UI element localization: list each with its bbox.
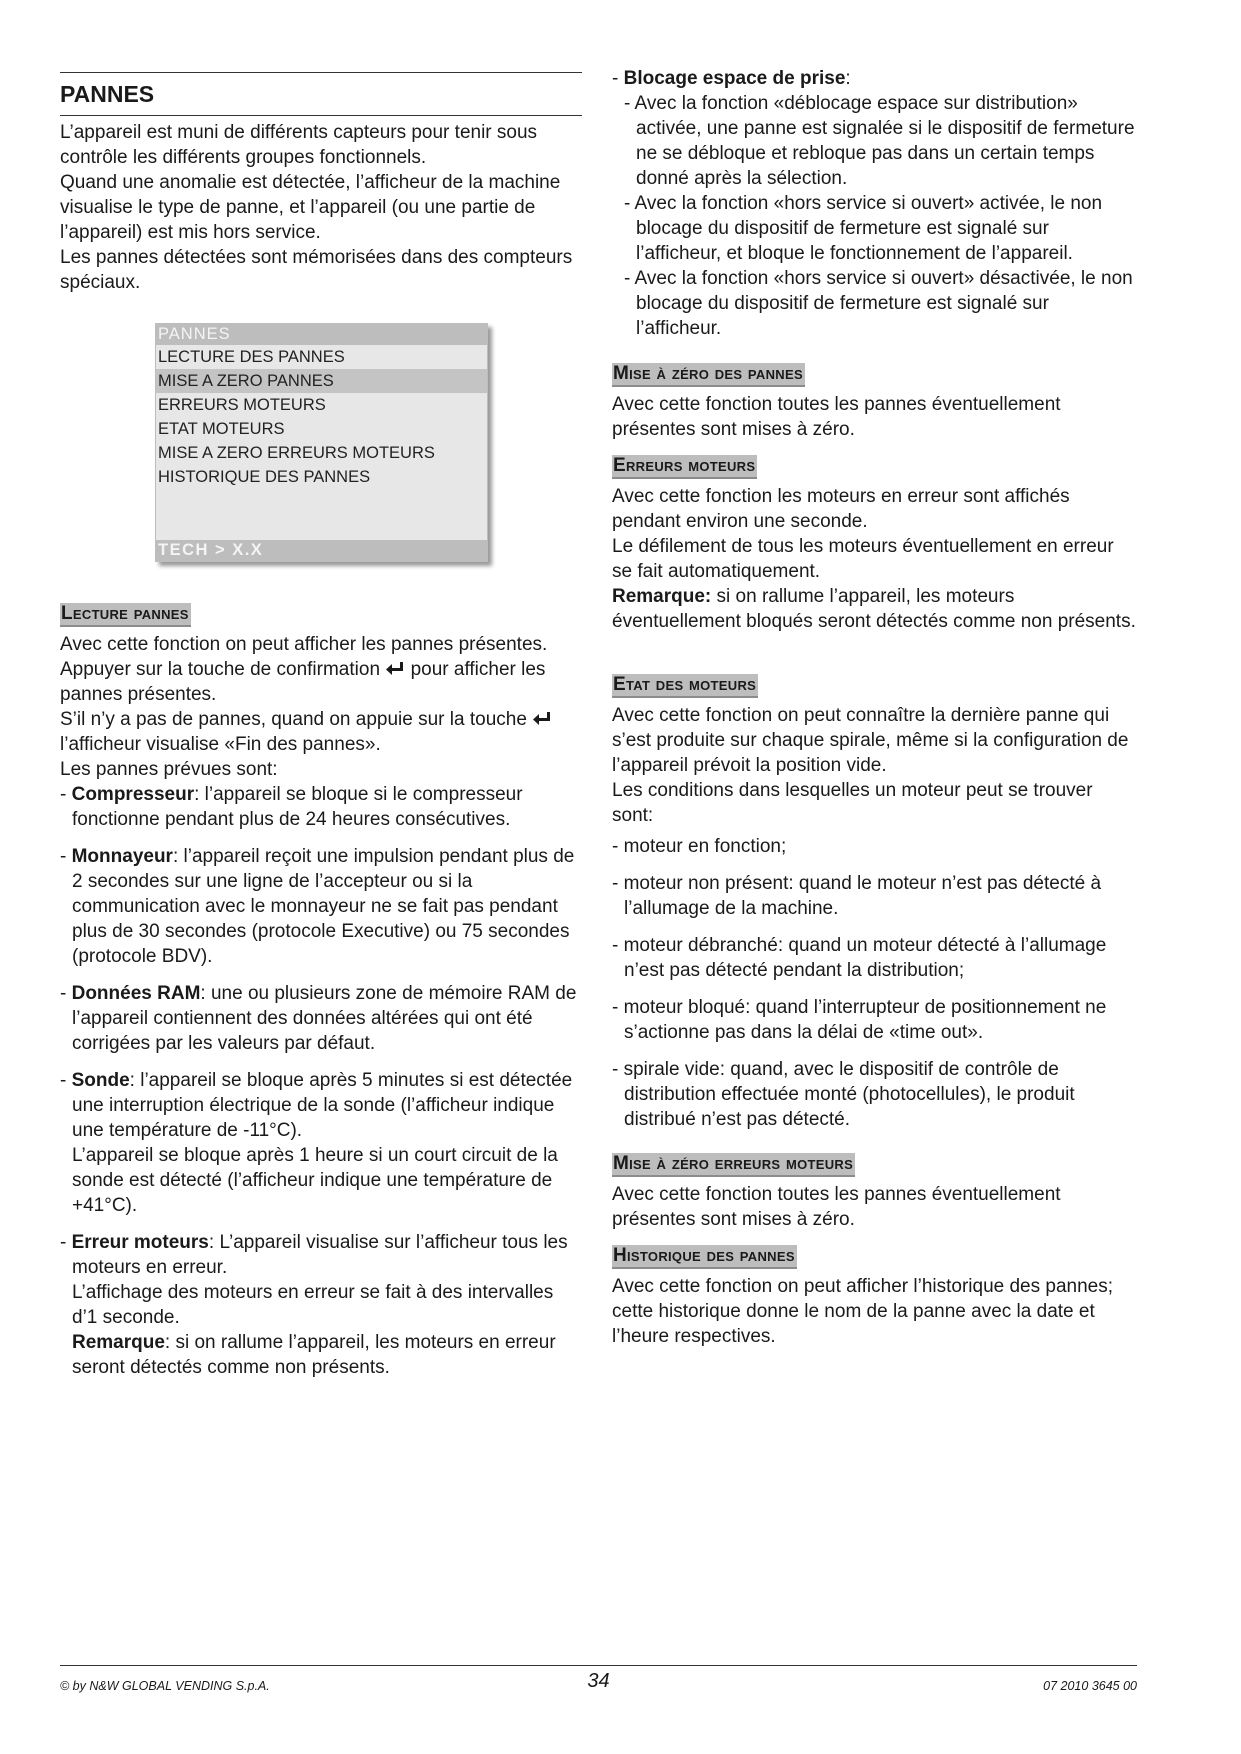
paragraph bbox=[60, 707, 582, 757]
document-code: 07 2010 3645 00 bbox=[1043, 1679, 1137, 1693]
screen-menu-item: HISTORIQUE DES PANNES bbox=[158, 468, 371, 486]
item-text: : l’appareil reçoit une impulsion pendant plus de 2 secondes sur une ligne de l’accepteur ou si la communication avec le monnayeur ne se fait pas pendant plus de 30 secondes (protocole Executive) ou 75 secondes (protocole BDV). bbox=[72, 846, 575, 967]
item-text: moteur débranché: quand un moteur détecté à l’allumage n’est pas détecté pendant la distribution; bbox=[623, 935, 1107, 981]
screen-footer: TECH > X.X bbox=[156, 540, 487, 561]
section-heading: Mise à zéro des pannes bbox=[612, 363, 805, 387]
display-screen-mockup bbox=[155, 323, 488, 562]
item-text: spirale vide: quand, avec le dispositif de contrôle de distribution effectuée monté (photocellules), le produit distribué n’est pas détecté. bbox=[623, 1059, 1075, 1130]
paragraph-text: pour afficher les pannes présentes. bbox=[60, 659, 546, 705]
page-footer bbox=[60, 1665, 1137, 1696]
paragraph: Avec cette fonction on peut afficher les pannes présentes. bbox=[60, 634, 548, 655]
blocage-heading: - Blocage espace de prise: bbox=[612, 68, 851, 89]
paragraph: Avec cette fonction on peut connaître la dernière panne qui s’est produite sur chaque spirale, même si la configuration de l’appareil prévoit la position vide. bbox=[612, 705, 1129, 776]
page-number: 34 bbox=[587, 1670, 610, 1692]
item-text: : l’appareil se bloque si le compresseur fonctionne pendant plus de 24 heures consécutives. bbox=[72, 784, 523, 830]
item-remark bbox=[72, 1330, 582, 1380]
enter-key-icon bbox=[385, 660, 405, 678]
section-mise-a-zero-erreurs-moteurs bbox=[612, 1151, 1137, 1232]
paragraph-text: l’afficheur visualise «Fin des pannes». bbox=[60, 734, 381, 755]
intro-paragraph: Quand une anomalie est détectée, l’afficheur de la machine visualise le type de panne, et l’appareil (ou une partie de l’appareil) est mis hors service. bbox=[60, 172, 561, 243]
section-mise-a-zero-pannes bbox=[612, 361, 1137, 442]
item-label: Erreur moteurs bbox=[71, 1232, 209, 1253]
item-text: : L’appareil visualise sur l’afficheur tous les moteurs en erreur. bbox=[72, 1232, 568, 1278]
screen-menu-item: ETAT MOTEURS bbox=[158, 420, 285, 438]
list-item: - moteur bloqué: quand l’interrupteur de positionnement ne s’actionne pas dans la délai de «time out». bbox=[612, 997, 1107, 1043]
screen-menu-item-selected: MISE A ZERO PANNES bbox=[156, 369, 487, 393]
list-item: - Données RAM: une ou plusieurs zone de mémoire RAM de l’appareil contiennent des données altérées qui ont été corrigées par les valeurs par défaut. bbox=[60, 983, 577, 1054]
remark-label: Remarque: bbox=[612, 586, 712, 607]
screen-title: PANNES bbox=[156, 324, 487, 345]
intro-paragraph: L’appareil est muni de différents capteurs pour tenir sous contrôle les différents groupes fonctionnels. bbox=[60, 122, 538, 168]
paragraph: Les pannes prévues sont: bbox=[60, 759, 278, 780]
item-text: moteur en fonction; bbox=[623, 836, 787, 857]
blocage-line: - Avec la fonction «hors service si ouvert» désactivée, le non blocage du dispositif de fermeture est signalé sur l’afficheur. bbox=[624, 268, 1133, 339]
item-text: L’affichage des moteurs en erreur se fait à des intervalles d’1 seconde. bbox=[72, 1282, 554, 1328]
paragraph-text: S’il n’y a pas de pannes, quand on appuie sur la touche bbox=[60, 709, 527, 730]
item-label: Compresseur bbox=[71, 784, 195, 805]
item-label: Blocage espace de prise bbox=[623, 68, 846, 89]
list-item bbox=[60, 1230, 582, 1380]
list-item: - moteur en fonction; bbox=[612, 836, 787, 857]
section-heading: Lecture pannes bbox=[60, 603, 191, 627]
paragraph: Avec cette fonction toutes les pannes éventuellement présentes sont mises à zéro. bbox=[612, 1184, 1061, 1230]
item-label: Monnayeur bbox=[71, 846, 173, 867]
item-text: : une ou plusieurs zone de mémoire RAM de l’appareil contiennent des données altérées qui ont été corrigées par les valeurs par défaut. bbox=[72, 983, 577, 1054]
paragraph bbox=[612, 584, 1137, 634]
section-lecture-pannes bbox=[60, 601, 582, 1380]
item-text: : bbox=[845, 68, 851, 89]
item-text: L’appareil se bloque après 1 heure si un court circuit de la sonde est détecté (l’afficheur indique une température de +41°C). bbox=[72, 1145, 558, 1216]
list-item: - moteur non présent: quand le moteur n’est pas détecté à l’allumage de la machine. bbox=[612, 873, 1102, 919]
copyright: © by N&W GLOBAL VENDING S.p.A. bbox=[60, 1679, 270, 1693]
paragraph: Le défilement de tous les moteurs éventuellement en erreur se fait automatiquement. bbox=[612, 536, 1114, 582]
paragraph bbox=[60, 657, 582, 707]
item-line: - Sonde: l’appareil se bloque après 5 minutes si est détectée une interruption électrique de la sonde (l’afficheur indique une température de -11°C). bbox=[60, 1070, 573, 1141]
screen-menu-item: MISE A ZERO ERREURS MOTEURS bbox=[158, 444, 435, 462]
item-text: moteur non présent: quand le moteur n’est pas détecté à l’allumage de la machine. bbox=[623, 873, 1102, 919]
paragraph: Avec cette fonction les moteurs en erreur sont affichés pendant environ une seconde. bbox=[612, 486, 1070, 532]
section-heading: Etat des moteurs bbox=[612, 674, 758, 698]
list-item: - moteur débranché: quand un moteur détecté à l’allumage n’est pas détecté pendant la distribution; bbox=[612, 935, 1107, 981]
section-heading: Mise à zéro erreurs moteurs bbox=[612, 1153, 855, 1177]
blocage-line: - Avec la fonction «hors service si ouvert» activée, le non blocage du dispositif de fermeture est signalé sur l’afficheur, et bloque le fonctionnement de l’appareil. bbox=[624, 193, 1103, 264]
page-title: PANNES bbox=[60, 72, 582, 116]
screen-menu bbox=[156, 345, 487, 489]
enter-key-icon bbox=[532, 710, 552, 728]
remark-text: : si on rallume l’appareil, les moteurs en erreur seront détectés comme non présents. bbox=[72, 1332, 556, 1378]
list-item bbox=[60, 1068, 582, 1218]
remark-label: Remarque bbox=[72, 1332, 165, 1353]
paragraph: Avec cette fonction toutes les pannes éventuellement présentes sont mises à zéro. bbox=[612, 394, 1061, 440]
section-erreurs-moteurs bbox=[612, 453, 1137, 634]
section-heading: Historique des pannes bbox=[612, 1245, 797, 1269]
section-historique-pannes bbox=[612, 1243, 1137, 1349]
item-label: Sonde bbox=[71, 1070, 130, 1091]
item-text: : l’appareil se bloque après 5 minutes si est détectée une interruption électrique de la sonde (l’afficheur indique une température de -11°C). bbox=[72, 1070, 573, 1141]
intro-text bbox=[60, 120, 582, 295]
screen-menu-item: LECTURE DES PANNES bbox=[158, 348, 345, 366]
item-text: moteur bloqué: quand l’interrupteur de positionnement ne s’actionne pas dans la délai de «time out». bbox=[623, 997, 1107, 1043]
section-blocage bbox=[612, 66, 1137, 341]
item-label: Données RAM bbox=[71, 983, 201, 1004]
list-item: - Compresseur: l’appareil se bloque si le compresseur fonctionne pendant plus de 24 heures consécutives. bbox=[60, 784, 523, 830]
list-item: - Monnayeur: l’appareil reçoit une impulsion pendant plus de 2 secondes sur une ligne de l’accepteur ou si la communication avec le monnayeur ne se fait pas pendant plus de 30 secondes (protocole Executive) ou 75 secondes (protocole BDV). bbox=[60, 846, 575, 967]
remark-text: si on rallume l’appareil, les moteurs éventuellement bloqués seront détectés comme non présents. bbox=[612, 586, 1136, 632]
paragraph-text: Appuyer sur la touche de confirmation bbox=[60, 659, 381, 680]
paragraph: Les conditions dans lesquelles un moteur peut se trouver sont: bbox=[612, 780, 1093, 826]
paragraph: Avec cette fonction on peut afficher l’historique des pannes; cette historique donne le nom de la panne avec la date et l’heure respectives. bbox=[612, 1276, 1114, 1347]
list-item: - spirale vide: quand, avec le dispositif de contrôle de distribution effectuée monté (photocellules), le produit distribué n’est pas détecté. bbox=[612, 1059, 1075, 1130]
screen-menu-item: ERREURS MOTEURS bbox=[158, 396, 326, 414]
section-etat-moteurs bbox=[612, 672, 1137, 1132]
blocage-lines bbox=[612, 91, 1137, 341]
intro-paragraph: Les pannes détectées sont mémorisées dans des compteurs spéciaux. bbox=[60, 247, 573, 293]
blocage-line: - Avec la fonction «déblocage espace sur distribution» activée, une panne est signalée si le dispositif de fermeture ne se débloque et rebloque pas dans un certain temps donné après la sélection. bbox=[624, 93, 1135, 189]
section-heading: Erreurs moteurs bbox=[612, 455, 757, 479]
item-line: - Erreur moteurs: L’appareil visualise sur l’afficheur tous les moteurs en erreur. bbox=[60, 1232, 568, 1278]
